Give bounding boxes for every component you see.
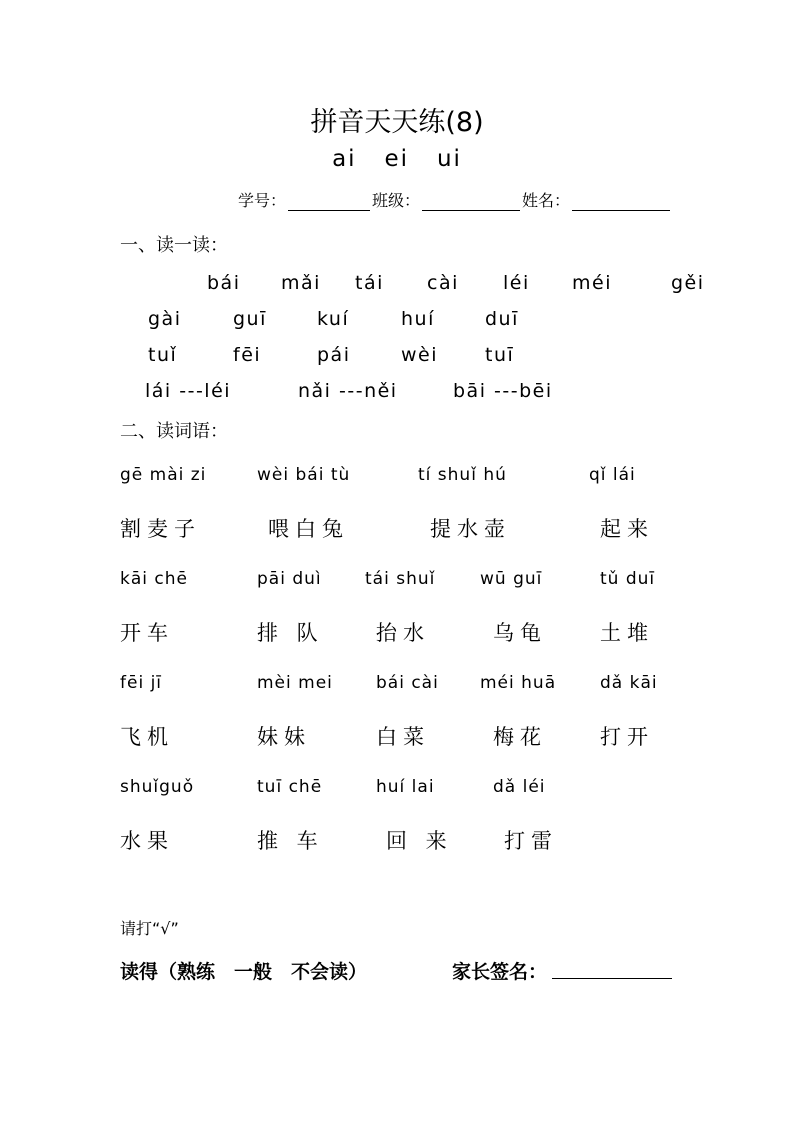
class-label: 班级： xyxy=(372,191,421,210)
syllable: gěi xyxy=(671,272,705,294)
syllable-pair: nǎi ---něi xyxy=(298,380,398,402)
word-pinyin: bái cài xyxy=(376,673,439,693)
word-pinyin: tuī chē xyxy=(257,777,323,797)
word-pinyin: tǔ duī xyxy=(600,569,656,589)
word-hanzi: 回 来 xyxy=(386,829,453,853)
word-hanzi: 喂白兔 xyxy=(268,517,349,541)
student-no-label: 学号： xyxy=(238,191,287,210)
word-pinyin: shuǐguǒ xyxy=(120,777,195,797)
page-subtitle: ai ei ui xyxy=(332,146,462,172)
word-hanzi: 飞机 xyxy=(120,725,174,749)
word-hanzi: 打雷 xyxy=(504,829,558,853)
word-hanzi: 起来 xyxy=(600,517,654,541)
word-pinyin: gē mài zi xyxy=(120,465,207,485)
word-pinyin: kāi chē xyxy=(120,569,188,589)
page-title: 拼音天天练(8) xyxy=(310,107,484,138)
word-hanzi: 梅花 xyxy=(493,725,547,749)
word-hanzi: 白菜 xyxy=(376,725,430,749)
word-pinyin: tái shuǐ xyxy=(365,569,436,589)
word-hanzi: 排 队 xyxy=(257,621,324,645)
word-hanzi: 抬水 xyxy=(376,621,430,645)
class-blank[interactable] xyxy=(422,190,520,211)
syllable: bái xyxy=(207,272,241,294)
syllable: gài xyxy=(148,308,182,330)
syllable: guī xyxy=(233,308,267,330)
word-hanzi: 提水壶 xyxy=(430,517,511,541)
syllable: mǎi xyxy=(281,272,321,294)
word-pinyin: tí shuǐ hú xyxy=(418,465,507,485)
check-instruction: 请打“√” xyxy=(120,919,179,938)
word-pinyin: wèi bái tù xyxy=(257,465,351,485)
syllable: méi xyxy=(572,272,612,294)
syllable: cài xyxy=(427,272,459,294)
student-no-blank[interactable] xyxy=(288,190,370,211)
parent-sign-blank[interactable] xyxy=(552,958,672,979)
word-pinyin: fēi jī xyxy=(120,673,163,693)
syllable: huí xyxy=(401,308,435,330)
word-pinyin: pāi duì xyxy=(257,569,322,589)
word-pinyin: dǎ léi xyxy=(493,777,546,797)
word-hanzi: 水果 xyxy=(120,829,174,853)
name-blank[interactable] xyxy=(572,190,670,211)
word-hanzi: 妹妹 xyxy=(257,725,311,749)
word-pinyin: huí lai xyxy=(376,777,435,797)
section1-heading: 一、读一读： xyxy=(120,235,228,256)
syllable: fēi xyxy=(233,344,262,366)
word-pinyin: wū guī xyxy=(480,569,543,589)
syllable-pair: lái ---léi xyxy=(145,380,232,402)
syllable: tái xyxy=(355,272,384,294)
word-hanzi: 开车 xyxy=(120,621,174,645)
syllable: wèi xyxy=(401,344,439,366)
section2-heading: 二、读词语： xyxy=(120,421,228,442)
reading-rating: 读得（熟练 一般 不会读） xyxy=(120,961,368,983)
name-label: 姓名： xyxy=(522,191,571,210)
word-pinyin: dǎ kāi xyxy=(600,673,658,693)
word-hanzi: 土堆 xyxy=(600,621,654,645)
syllable: kuí xyxy=(317,308,350,330)
word-hanzi: 打开 xyxy=(600,725,654,749)
word-pinyin: qǐ lái xyxy=(589,465,636,485)
student-info-row xyxy=(238,188,672,211)
syllable-pair: bāi ---bēi xyxy=(453,380,553,402)
word-hanzi: 割麦子 xyxy=(120,517,201,541)
word-hanzi: 推 车 xyxy=(257,829,324,853)
parent-sign-label: 家长签名： xyxy=(452,961,548,983)
syllable: léi xyxy=(503,272,530,294)
word-pinyin: méi huā xyxy=(480,673,557,693)
syllable: tuǐ xyxy=(148,344,178,366)
syllable: tuī xyxy=(485,344,515,366)
word-hanzi: 乌龟 xyxy=(493,621,547,645)
syllable: pái xyxy=(317,344,351,366)
word-pinyin: mèi mei xyxy=(257,673,333,693)
syllable: duī xyxy=(485,308,519,330)
